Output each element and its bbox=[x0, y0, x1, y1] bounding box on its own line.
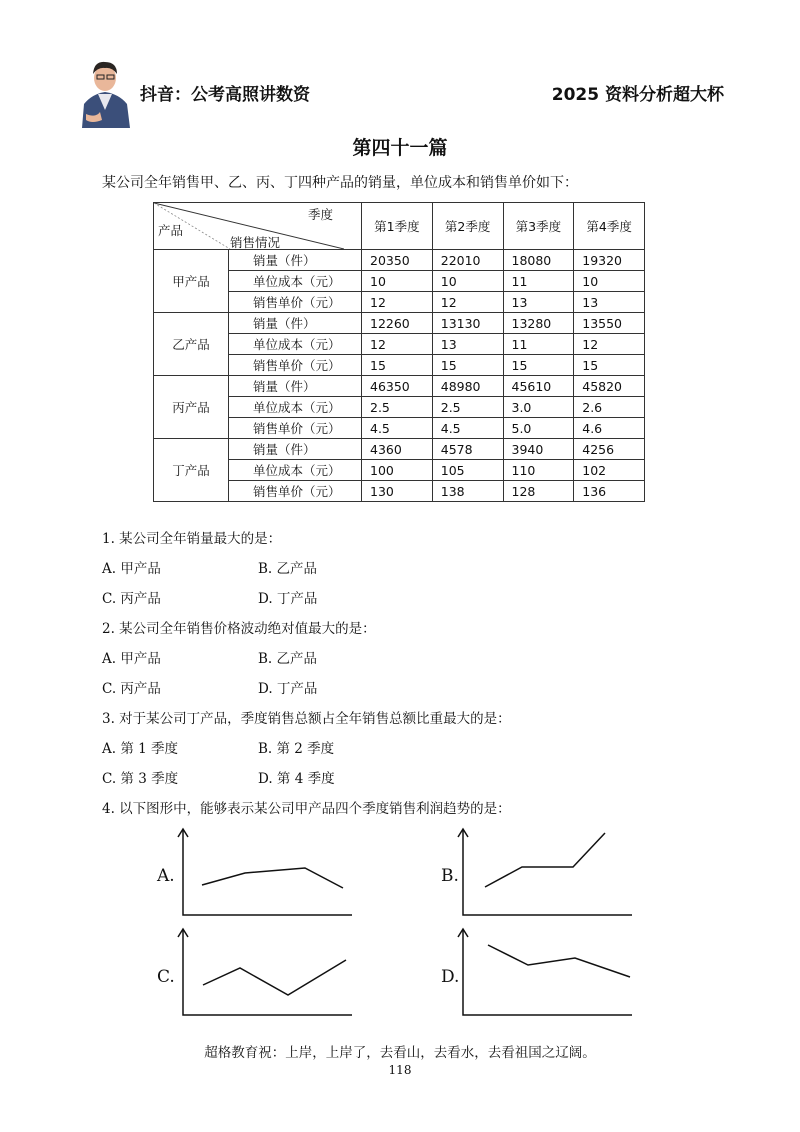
question-2: 2. 某公司全年销售价格波动绝对值最大的是： bbox=[102, 621, 376, 637]
value-cell: 13550 bbox=[574, 313, 645, 334]
value-cell: 4256 bbox=[574, 439, 645, 460]
sales-table bbox=[153, 202, 645, 502]
value-cell: 15 bbox=[362, 355, 433, 376]
metric-label-cell: 单位成本（元） bbox=[229, 271, 362, 292]
value-cell: 46350 bbox=[362, 376, 433, 397]
value-cell: 2.6 bbox=[574, 397, 645, 418]
value-cell: 10 bbox=[574, 271, 645, 292]
table-body bbox=[154, 250, 645, 502]
author-avatar bbox=[78, 54, 133, 128]
value-cell: 4578 bbox=[432, 439, 503, 460]
question-3: 3. 对于某公司丁产品，季度销售总额占全年销售总额比重最大的是： bbox=[102, 711, 511, 727]
value-cell: 13 bbox=[432, 334, 503, 355]
value-cell: 10 bbox=[432, 271, 503, 292]
value-cell: 20350 bbox=[362, 250, 433, 271]
value-cell: 136 bbox=[574, 481, 645, 502]
value-cell: 12 bbox=[574, 334, 645, 355]
graph-c bbox=[170, 925, 360, 1020]
header-right-text: 2025 资料分析超大杯 bbox=[551, 85, 724, 105]
value-cell: 12260 bbox=[362, 313, 433, 334]
metric-label-cell: 销售单价（元） bbox=[229, 355, 362, 376]
metric-label-cell: 销量（件） bbox=[229, 439, 362, 460]
value-cell: 13 bbox=[574, 292, 645, 313]
value-cell: 105 bbox=[432, 460, 503, 481]
graph-b-axes bbox=[463, 829, 632, 915]
product-name-cell: 乙产品 bbox=[154, 313, 229, 376]
value-cell: 4.6 bbox=[574, 418, 645, 439]
value-cell: 5.0 bbox=[503, 418, 574, 439]
table-row bbox=[154, 376, 645, 397]
quarter-header: 第1季度 bbox=[362, 203, 433, 250]
value-cell: 13 bbox=[503, 292, 574, 313]
graph-d-line bbox=[488, 945, 630, 977]
option-2d: D. 丁产品 bbox=[258, 681, 318, 697]
metric-label-cell: 销售单价（元） bbox=[229, 481, 362, 502]
metric-label-cell: 销量（件） bbox=[229, 313, 362, 334]
question-4: 4. 以下图形中，能够表示某公司甲产品四个季度销售利润趋势的是： bbox=[102, 801, 511, 817]
value-cell: 11 bbox=[503, 271, 574, 292]
value-cell: 130 bbox=[362, 481, 433, 502]
metric-label-cell: 单位成本（元） bbox=[229, 397, 362, 418]
value-cell: 138 bbox=[432, 481, 503, 502]
option-2b: B. 乙产品 bbox=[258, 651, 318, 667]
metric-label-cell: 销售单价（元） bbox=[229, 418, 362, 439]
table-row bbox=[154, 250, 645, 271]
value-cell: 18080 bbox=[503, 250, 574, 271]
header-left-text: 抖音：公考高照讲数资 bbox=[140, 85, 310, 105]
value-cell: 3940 bbox=[503, 439, 574, 460]
table-row bbox=[154, 313, 645, 334]
option-3b: B. 第 2 季度 bbox=[258, 741, 335, 757]
graph-d-label: D. bbox=[441, 967, 460, 987]
graph-a bbox=[170, 825, 360, 920]
value-cell: 128 bbox=[503, 481, 574, 502]
option-1c: C. 丙产品 bbox=[102, 591, 161, 607]
graph-b-label: B. bbox=[441, 866, 459, 886]
metric-label-cell: 销量（件） bbox=[229, 376, 362, 397]
value-cell: 2.5 bbox=[432, 397, 503, 418]
value-cell: 12 bbox=[362, 334, 433, 355]
option-2c: C. 丙产品 bbox=[102, 681, 161, 697]
value-cell: 110 bbox=[503, 460, 574, 481]
product-name-cell: 丙产品 bbox=[154, 376, 229, 439]
graph-a-axes bbox=[183, 829, 352, 915]
value-cell: 10 bbox=[362, 271, 433, 292]
value-cell: 22010 bbox=[432, 250, 503, 271]
option-2a: A. 甲产品 bbox=[102, 651, 161, 667]
option-1b: B. 乙产品 bbox=[258, 561, 318, 577]
metric-label-cell: 单位成本（元） bbox=[229, 334, 362, 355]
page-title: 第四十一篇 bbox=[352, 137, 448, 159]
value-cell: 12 bbox=[432, 292, 503, 313]
graph-c-line bbox=[203, 960, 346, 995]
question-1: 1. 某公司全年销量最大的是： bbox=[102, 531, 282, 547]
intro-text: 某公司全年销售甲、乙、丙、丁四种产品的销量，单位成本和销售单价如下： bbox=[102, 175, 578, 191]
graph-b bbox=[450, 825, 640, 920]
value-cell: 100 bbox=[362, 460, 433, 481]
value-cell: 3.0 bbox=[503, 397, 574, 418]
quarter-header: 第2季度 bbox=[432, 203, 503, 250]
option-1a: A. 甲产品 bbox=[102, 561, 161, 577]
product-name-cell: 甲产品 bbox=[154, 250, 229, 313]
graph-d bbox=[450, 925, 640, 1020]
product-name-cell: 丁产品 bbox=[154, 439, 229, 502]
graph-b-line bbox=[485, 833, 605, 887]
corner-label-season: 季度 bbox=[307, 207, 333, 222]
value-cell: 4.5 bbox=[432, 418, 503, 439]
value-cell: 45820 bbox=[574, 376, 645, 397]
footer-text: 超格教育祝：上岸，上岸了，去看山，去看水，去看祖国之辽阔。 bbox=[204, 1045, 596, 1061]
graph-c-label: C. bbox=[157, 967, 175, 987]
option-3d: D. 第 4 季度 bbox=[258, 771, 335, 787]
value-cell: 13130 bbox=[432, 313, 503, 334]
option-1d: D. 丁产品 bbox=[258, 591, 318, 607]
value-cell: 11 bbox=[503, 334, 574, 355]
corner-label-sales: 销售情况 bbox=[230, 235, 281, 250]
value-cell: 15 bbox=[574, 355, 645, 376]
option-3a: A. 第 1 季度 bbox=[102, 741, 179, 757]
value-cell: 15 bbox=[432, 355, 503, 376]
metric-label-cell: 单位成本（元） bbox=[229, 460, 362, 481]
metric-label-cell: 销售单价（元） bbox=[229, 292, 362, 313]
value-cell: 4360 bbox=[362, 439, 433, 460]
value-cell: 15 bbox=[503, 355, 574, 376]
table-corner-cell bbox=[154, 203, 362, 250]
table-row bbox=[154, 439, 645, 460]
value-cell: 102 bbox=[574, 460, 645, 481]
corner-label-product: 产品 bbox=[158, 223, 184, 238]
value-cell: 13280 bbox=[503, 313, 574, 334]
page-number: 118 bbox=[388, 1063, 412, 1077]
value-cell: 45610 bbox=[503, 376, 574, 397]
metric-label-cell: 销量（件） bbox=[229, 250, 362, 271]
graph-a-line bbox=[202, 868, 343, 888]
value-cell: 48980 bbox=[432, 376, 503, 397]
quarter-header: 第3季度 bbox=[503, 203, 574, 250]
value-cell: 19320 bbox=[574, 250, 645, 271]
value-cell: 2.5 bbox=[362, 397, 433, 418]
value-cell: 12 bbox=[362, 292, 433, 313]
quarter-header: 第4季度 bbox=[574, 203, 645, 250]
graph-d-axes bbox=[463, 929, 632, 1015]
value-cell: 4.5 bbox=[362, 418, 433, 439]
graph-a-label: A. bbox=[157, 866, 175, 886]
option-3c: C. 第 3 季度 bbox=[102, 771, 179, 787]
